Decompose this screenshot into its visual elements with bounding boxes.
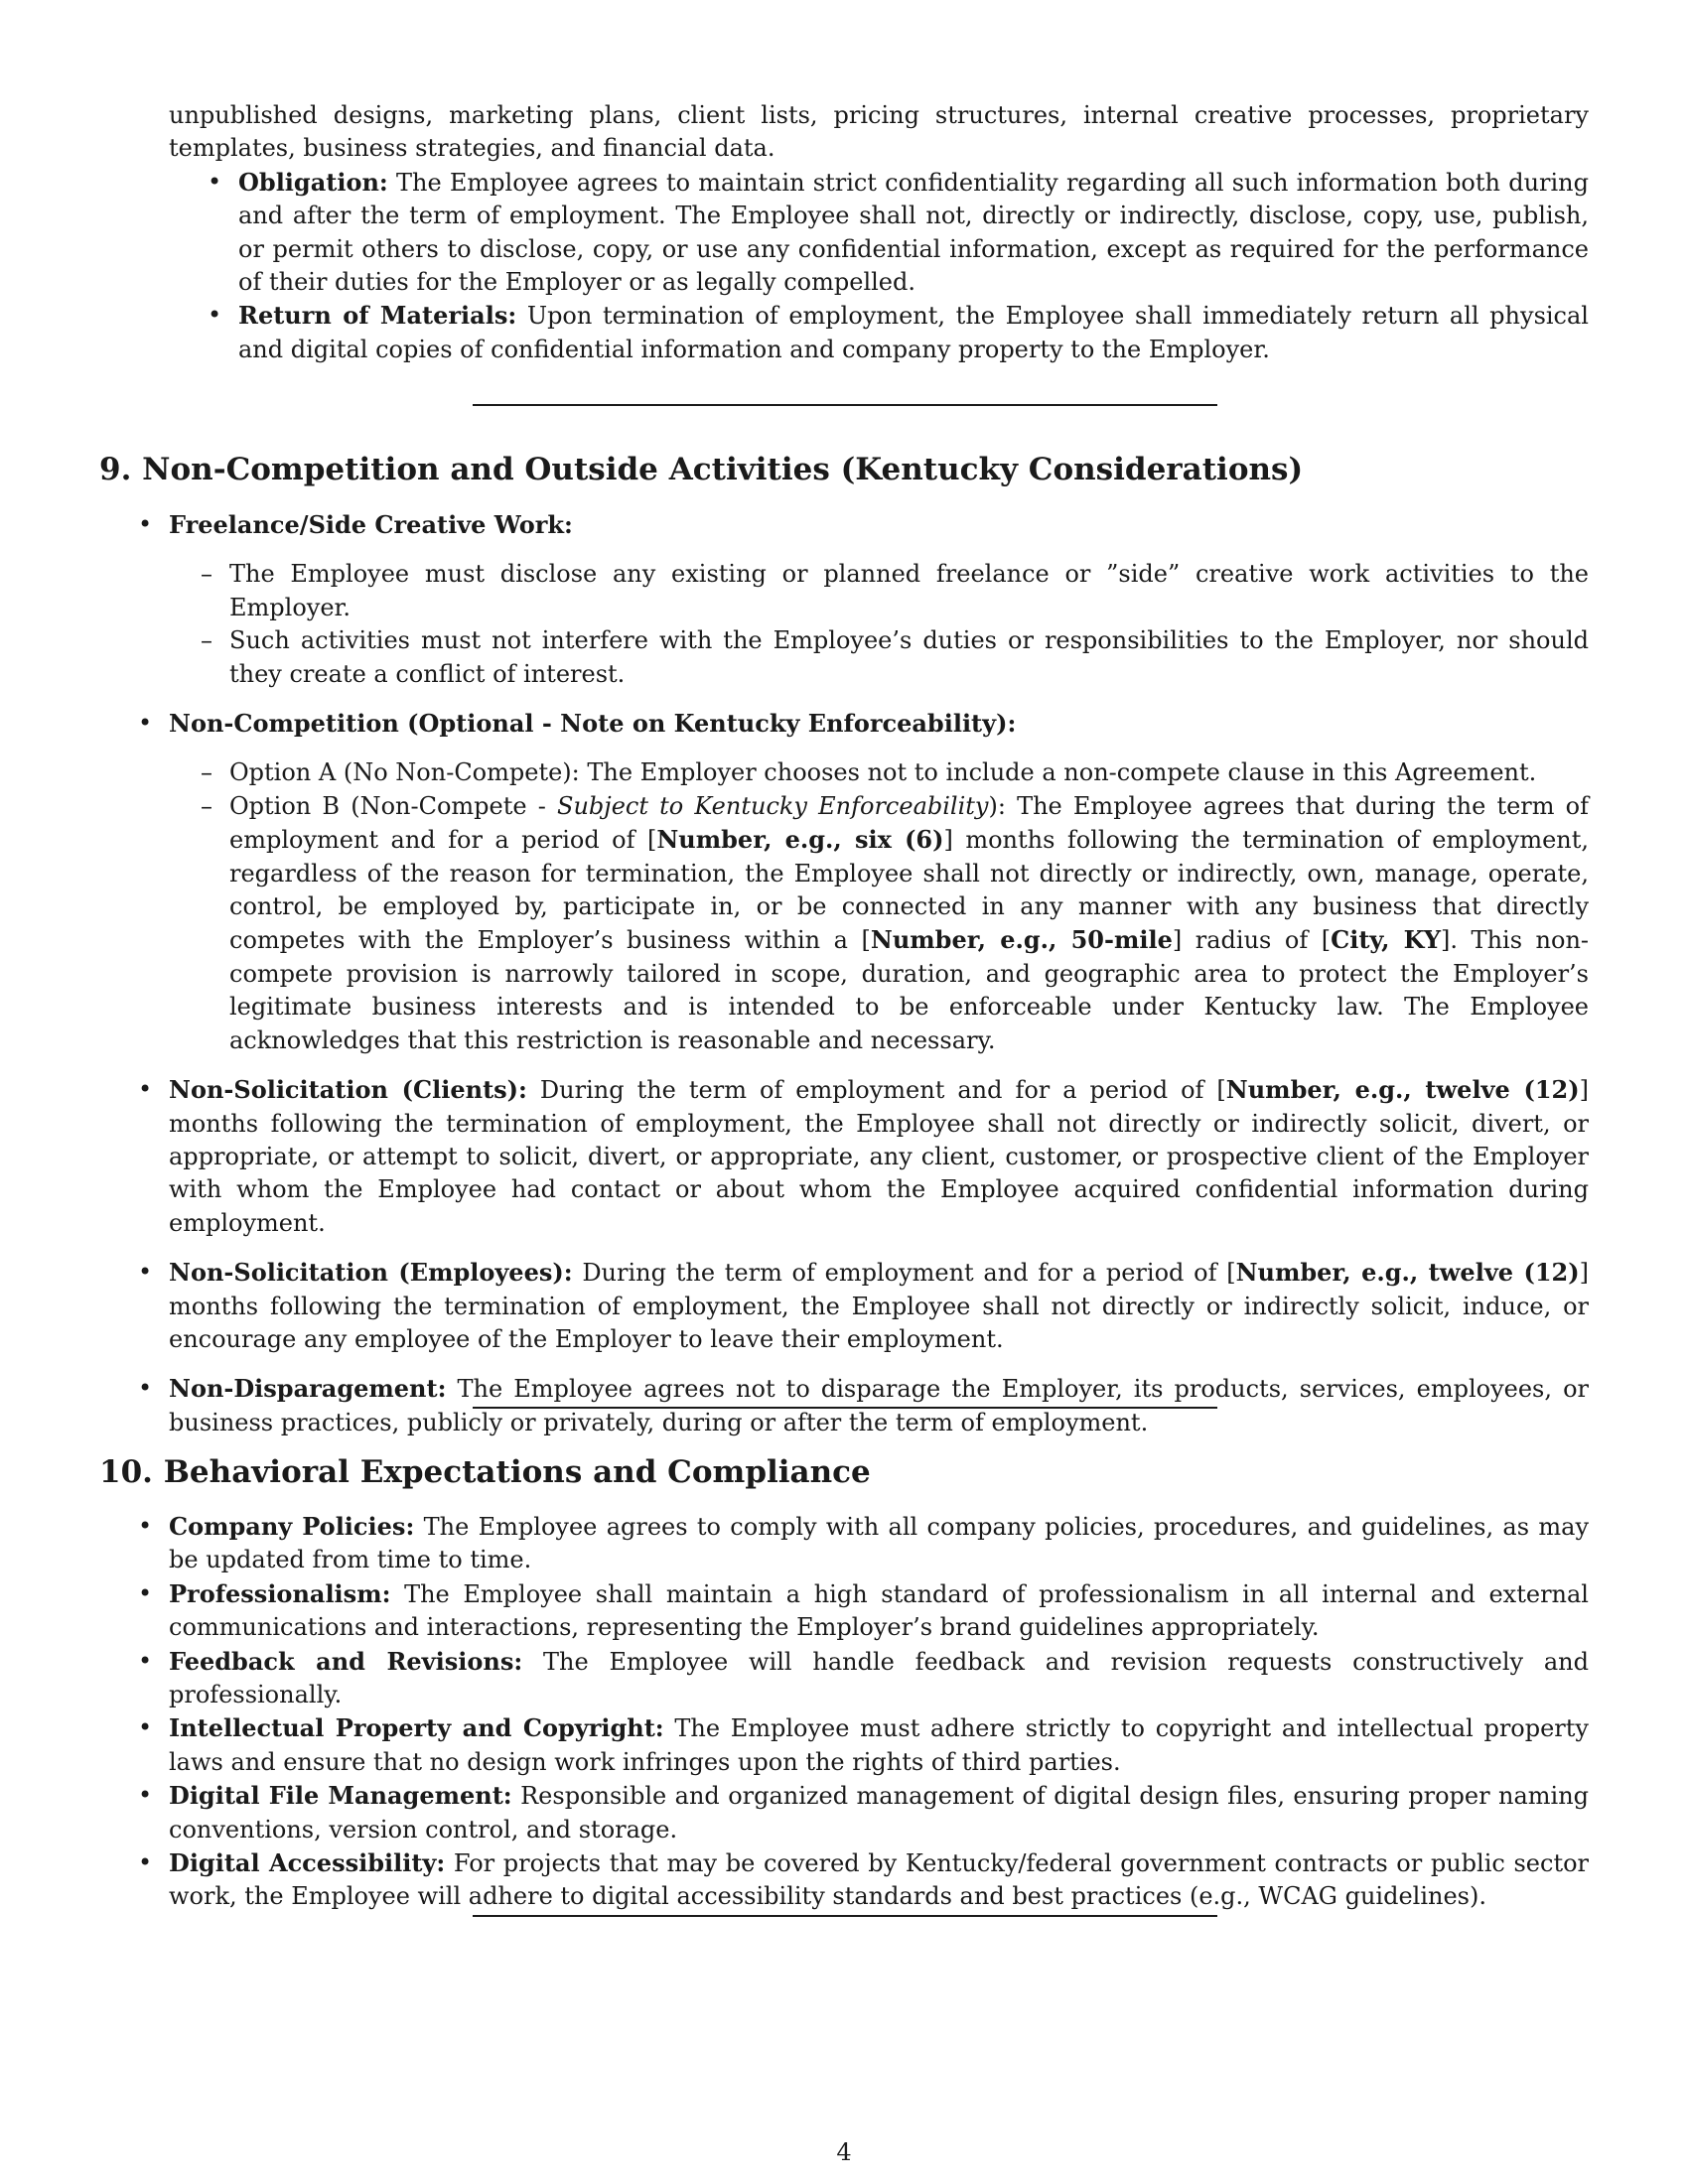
item-label: Non-Competition (Optional - Note on Kentucky Enforceability):	[169, 709, 1017, 739]
section-divider	[473, 1915, 1217, 1917]
item-label: Digital Accessibility:	[169, 1848, 446, 1878]
section-10-body	[99, 1510, 1589, 1914]
item-label: Feedback and Revisions:	[169, 1646, 523, 1676]
list-item-freelance	[99, 508, 1589, 691]
item-label: Obligation:	[238, 167, 388, 197]
section-divider	[473, 404, 1217, 406]
item-label: Company Policies:	[169, 1512, 415, 1541]
item-label: Non-Solicitation (Employees):	[169, 1258, 573, 1288]
item-label: Return of Materials:	[238, 301, 517, 331]
list-item-feedback: • Feedback and Revisions: The Employee will handle feedback and revision requests constructively and professionally.	[99, 1645, 1589, 1712]
list-item-nonsolicit-employees: • Non-Solicitation (Employees): During the term of employment and for a period of [Number, e.g., twelve (12)] months following the termination of employment, the Employee shall not directly or indirectly solicit, induce, or encourage any employee of the Employer to leave their employment.	[99, 1256, 1589, 1356]
item-label: Professionalism:	[169, 1578, 391, 1608]
sub-item-option-b: – Option B (Non-Compete - Subject to Kentucky Enforceability): The Employee agrees that during the term of employment and for a period of [Number, e.g., six (6)] months following the termination of employment, regardless of the reason for termination, the Employee shall not directly or indirectly, own, manage, operate, control, be employed by, participate in, or be connected in any manner with any business that directly competes with the Employer’s business within a [Number, e.g., 50-mile] radius of [City, KY]. This non-compete provision is narrowly tailored in scope, duration, and geographic area to protect the Employer’s legitimate business interests and is intended to be enforceable under Kentucky law. The Employee acknowledges that this restriction is reasonable and necessary.	[169, 790, 1589, 1057]
section-heading-9: 9. Non-Competition and Outside Activities (Kentucky Considerations)	[99, 452, 1304, 487]
page-number: 4	[836, 2138, 852, 2166]
sub-item-no-interference: – Such activities must not interfere with the Employee’s duties or responsibilities to the Employer, nor should they create a conflict of interest.	[169, 624, 1589, 691]
sub-item-option-a: – Option A (No Non-Compete): The Employer chooses not to include a non-compete clause in this Agreement.	[169, 756, 1589, 789]
list-item-obligation	[169, 166, 1589, 300]
item-label: Intellectual Property and Copyright:	[169, 1713, 664, 1743]
item-label: Digital File Management:	[169, 1781, 512, 1811]
list-item-noncompete	[99, 707, 1589, 1057]
list-item-professionalism: • Professionalism: The Employee shall maintain a high standard of professionalism in all internal and external communications and interactions, representing the Employer’s brand guidelines appropriately.	[99, 1577, 1589, 1645]
list-item-digital-file-management: • Digital File Management: Responsible and organized management of digital design files, ensuring proper naming conventions, version control, and storage.	[99, 1779, 1589, 1846]
sub-item-disclose: – The Employee must disclose any existing or planned freelance or ”side” creative work activities to the Employer.	[169, 558, 1589, 624]
item-label: Non-Solicitation (Clients):	[169, 1075, 527, 1105]
section-divider	[473, 1407, 1217, 1409]
item-label: Non-Disparagement:	[169, 1374, 447, 1404]
item-text: Upon termination of employment, the Employee shall immediately return all physical and digital copies of confidential information and company property to the Employer.	[238, 302, 1589, 363]
list-item-nondisparagement: • Non-Disparagement: The Employee agrees not to disparage the Employer, its products, services, employees, or business practices, publicly or privately, during or after the term of employment.	[99, 1372, 1589, 1439]
item-text: The Employee agrees to maintain strict confidentiality regarding all such information both during and after the term of employment. The Employee shall not, directly or indirectly, disclose, copy, use, publish, or permit others to disclose, copy, or use any confidential information, except as required for the performance of their duties for the Employer or as legally compelled.	[238, 168, 1589, 297]
list-item-ip-copyright: • Intellectual Property and Copyright: The Employee must adhere strictly to copyright and intellectual property laws and ensure that no design work infringes upon the rights of third parties.	[99, 1711, 1589, 1779]
section-heading-10: 10. Behavioral Expectations and Compliance	[99, 1454, 871, 1490]
item-label: Freelance/Side Creative Work:	[169, 510, 573, 539]
confidentiality-continuation	[169, 99, 1589, 366]
continuation-lead-text: unpublished designs, marketing plans, client lists, pricing structures, internal creative processes, proprietary templates, business strategies, and financial data.	[169, 101, 1589, 163]
list-item-nonsolicit-clients: • Non-Solicitation (Clients): During the term of employment and for a period of [Number, e.g., twelve (12)] months following the termination of employment, the Employee shall not directly or indirectly solicit, divert, or appropriate, or attempt to solicit, divert, or appropriate, any client, customer, or prospective client of the Employer with whom the Employee had contact or about whom the Employee acquired confidential information during employment.	[99, 1073, 1589, 1240]
list-item-digital-accessibility: • Digital Accessibility: For projects that may be covered by Kentucky/federal government contracts or public sector work, the Employee will adhere to digital accessibility standards and best practices (e.g., WCAG guidelines).	[99, 1846, 1589, 1914]
list-item-return-of-materials	[169, 299, 1589, 366]
list-item-company-policies: • Company Policies: The Employee agrees to comply with all company policies, procedures, and guidelines, as may be updated from time to time.	[99, 1510, 1589, 1577]
section-9-body	[99, 508, 1589, 1439]
